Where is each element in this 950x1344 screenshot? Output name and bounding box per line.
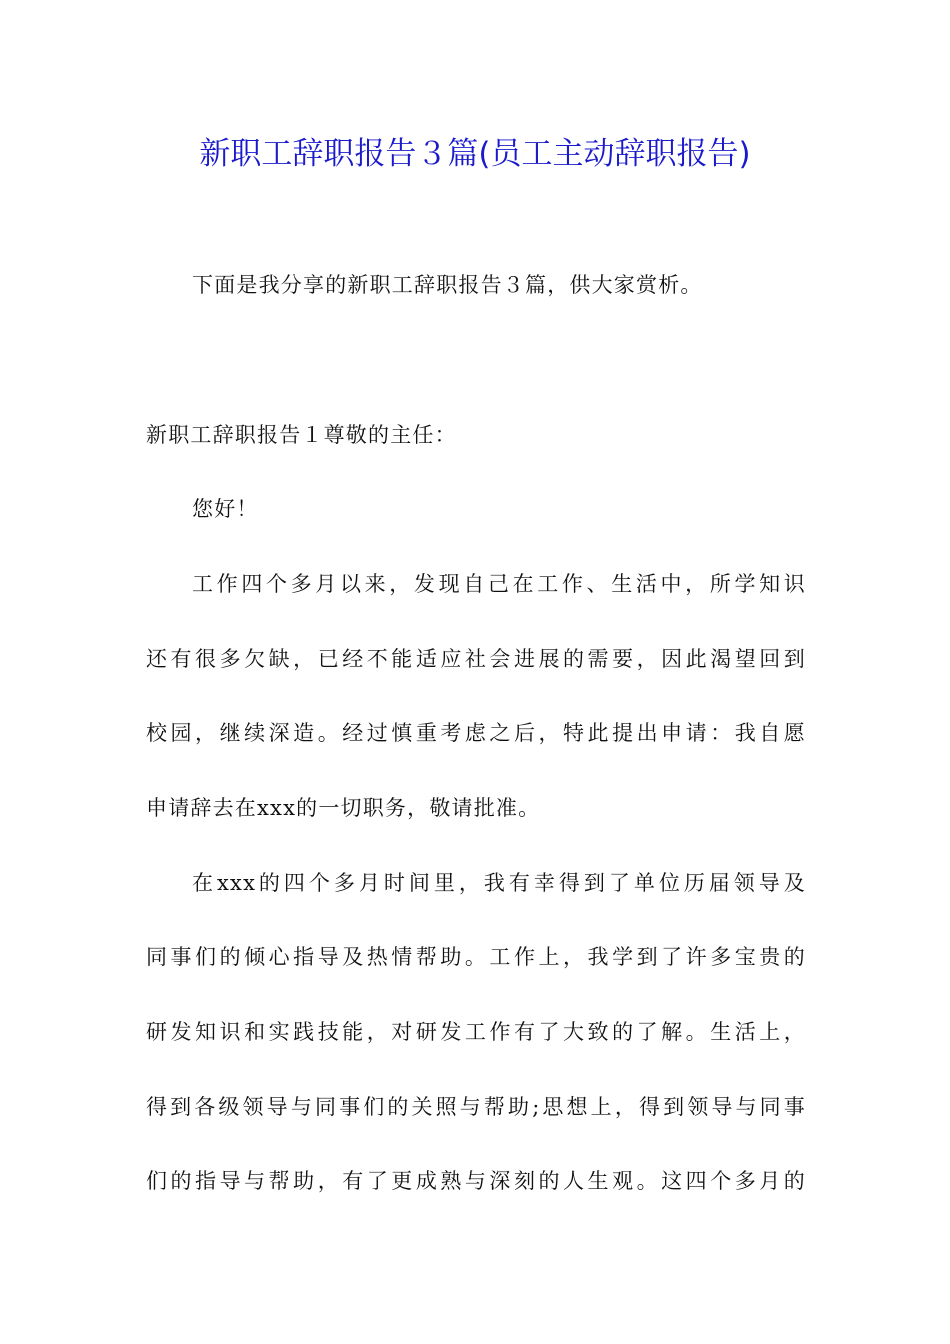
body-line: 还有很多欠缺，已经不能适应社会进展的需要，因此渴望回到: [146, 647, 806, 671]
body-line: 同事们的倾心指导及热情帮助。工作上，我学到了许多宝贵的: [146, 945, 806, 969]
greeting-line: 您好！: [192, 497, 259, 521]
body-line: 申请辞去在xxx的一切职务，敬请批准。: [146, 796, 541, 820]
section-heading: 新职工辞职报告１尊敬的主任：: [146, 423, 457, 447]
body-line: 得到各级领导与同事们的关照与帮助;思想上，得到领导与同事: [146, 1095, 806, 1119]
intro-paragraph: 下面是我分享的新职工辞职报告３篇，供大家赏析。: [192, 273, 703, 297]
body-line: 研发知识和实践技能，对研发工作有了大致的了解。生活上，: [146, 1020, 806, 1044]
document-title: 新职工辞职报告３篇(员工主动辞职报告): [199, 136, 751, 172]
body-line: 们的指导与帮助，有了更成熟与深刻的人生观。这四个多月的: [146, 1169, 806, 1193]
body-line: 在xxx的四个多月时间里，我有幸得到了单位历届领导及: [192, 871, 806, 895]
body-line: 工作四个多月以来，发现自己在工作、生活中，所学知识: [192, 572, 806, 596]
body-line: 校园，继续深造。经过慎重考虑之后，特此提出申请：我自愿: [146, 721, 806, 745]
